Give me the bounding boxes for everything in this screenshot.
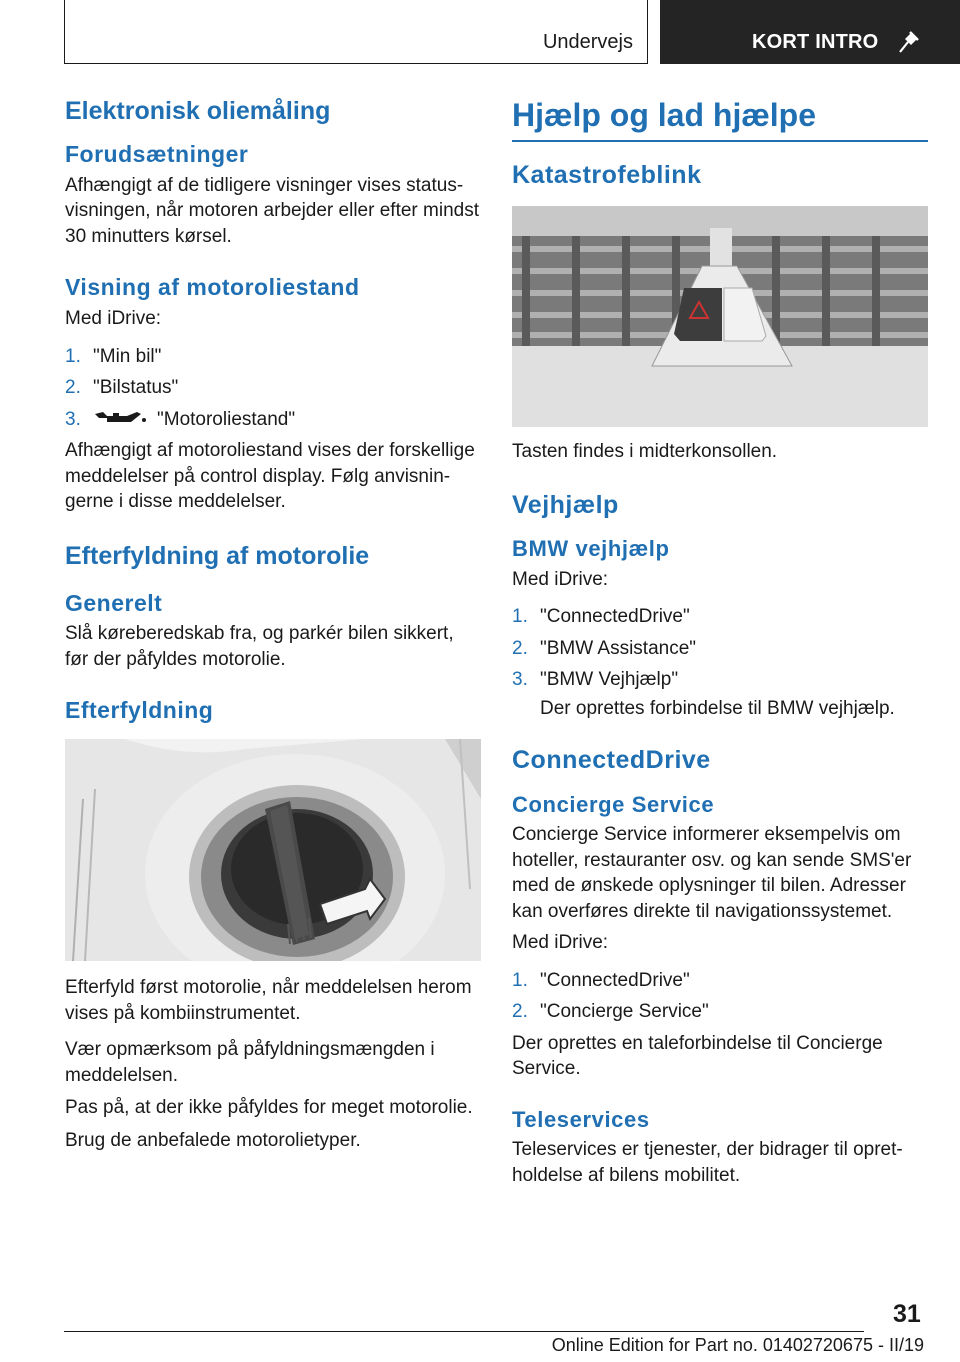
list-item xyxy=(65,375,481,401)
step-number: 2. xyxy=(512,637,528,659)
heading-concierge-service: Concierge Service xyxy=(512,791,715,817)
list-item xyxy=(512,667,928,693)
oil-steps-list xyxy=(65,344,481,433)
list-item xyxy=(512,968,928,994)
footer-divider xyxy=(64,1331,864,1332)
left-column xyxy=(65,96,481,1153)
list-item xyxy=(512,604,928,630)
heading-general: Generelt xyxy=(65,589,163,616)
refill-overfill-text: Pas på, at der ikke påfyldes for meget motorolie. xyxy=(65,1097,473,1118)
list-item xyxy=(65,344,481,370)
general-text: Slå køreberedskab fra, og parkér bilen sikkert, før der påfyldes motorolie. xyxy=(65,623,454,670)
step-text: "Concierge Service" xyxy=(540,1001,709,1023)
step-text: "Bilstatus" xyxy=(93,377,179,398)
header-chapter-label: KORT INTRO xyxy=(752,31,879,53)
oil-can-icon xyxy=(93,409,147,427)
list-item xyxy=(512,636,928,662)
roadside-steps-list xyxy=(512,604,928,693)
right-column xyxy=(512,96,928,1188)
step-number: 2. xyxy=(65,377,81,398)
idrive-intro: Med iDrive: xyxy=(65,308,162,329)
concierge-text: Concierge Service informerer eksempelvis om hoteller, restauranter osv. og kan sende SMS'er med de ønskede oplysninger til bilen. Adresser kan overføres direkte til navigationssystemet. xyxy=(512,824,912,922)
heading-help: Hjælp og lad hjælpe xyxy=(512,96,928,142)
heading-teleservices: Teleservices xyxy=(512,1106,650,1132)
list-item xyxy=(65,407,481,433)
heading-bmw-roadside: BMW vejhjælp xyxy=(512,536,670,562)
step-text: "BMW Vejhjælp" xyxy=(540,669,679,691)
heading-roadside-assistance: Vejhjælp xyxy=(512,491,619,520)
concierge-after-text: Der oprettes en taleforbindelse til Concierge Service. xyxy=(512,1032,883,1080)
heading-oil-refill: Efterfyldning af motorolie xyxy=(65,541,370,570)
refill-amount-text: Vær opmærksom på påfyldningsmængden i meddelelsen. xyxy=(65,1039,435,1086)
step-number: 3. xyxy=(65,408,81,430)
step-number: 1. xyxy=(65,345,81,367)
pin-icon xyxy=(896,28,922,54)
teleservices-text: Teleservices er tjenester, der bidrager til opretholdelse af bilens mobilitet. xyxy=(512,1139,903,1186)
hazard-button-image xyxy=(512,206,928,427)
oil-filler-cap-image xyxy=(65,739,481,961)
step-text: "ConnectedDrive" xyxy=(540,969,690,991)
step-text: "BMW Assistance" xyxy=(540,637,697,659)
concierge-intro: Med iDrive: xyxy=(512,932,609,954)
heading-prerequisites: Forudsætninger xyxy=(65,141,249,167)
step-text: "Motoroliestand" xyxy=(157,408,296,430)
step-text: "ConnectedDrive" xyxy=(540,606,690,628)
refill-oil-type-text: Brug de anbefalede motorolietyper. xyxy=(65,1129,361,1151)
heading-connecteddrive: ConnectedDrive xyxy=(512,746,711,775)
prerequisites-text: Afhængigt af de tidligere visninger vises statusvisningen, når motoren arbejder eller efter mindst 30 minutters kørsel. xyxy=(65,174,479,247)
hazard-caption: Tasten findes i midterkonsollen. xyxy=(512,440,778,462)
heading-refilling: Efterfyldning xyxy=(65,697,214,724)
header-section-box xyxy=(64,0,648,64)
refill-caption: Efterfyld først motorolie, når meddelelsen herom vises på kombiinstrumentet. xyxy=(65,977,472,1024)
roadside-note: Der oprettes forbindelse til BMW vejhjælp. xyxy=(540,697,895,719)
heading-oil-level-display: Visning af motoroliestand xyxy=(65,274,360,301)
heading-hazard-lights: Katastrofeblink xyxy=(512,161,702,190)
header-section-label: Undervejs xyxy=(542,31,633,53)
roadside-intro: Med iDrive: xyxy=(512,568,609,590)
page-number: 31 xyxy=(893,1300,921,1328)
step-number: 1. xyxy=(512,969,528,991)
oil-level-after-text: Afhængigt af motoroliestand vises der forskellige meddelelser på control display. Følg anvisningerne i disse meddelelser. xyxy=(65,440,475,512)
step-number: 2. xyxy=(512,1001,528,1023)
footer-edition: Online Edition for Part no. 01402720675 - II/19 xyxy=(551,1335,924,1355)
step-number: 1. xyxy=(512,606,528,628)
heading-oil-measurement: Elektronisk oliemåling xyxy=(65,97,331,125)
step-text: "Min bil" xyxy=(93,345,162,367)
list-item xyxy=(512,999,928,1025)
step-number: 3. xyxy=(512,669,528,691)
concierge-steps-list xyxy=(512,968,928,1025)
